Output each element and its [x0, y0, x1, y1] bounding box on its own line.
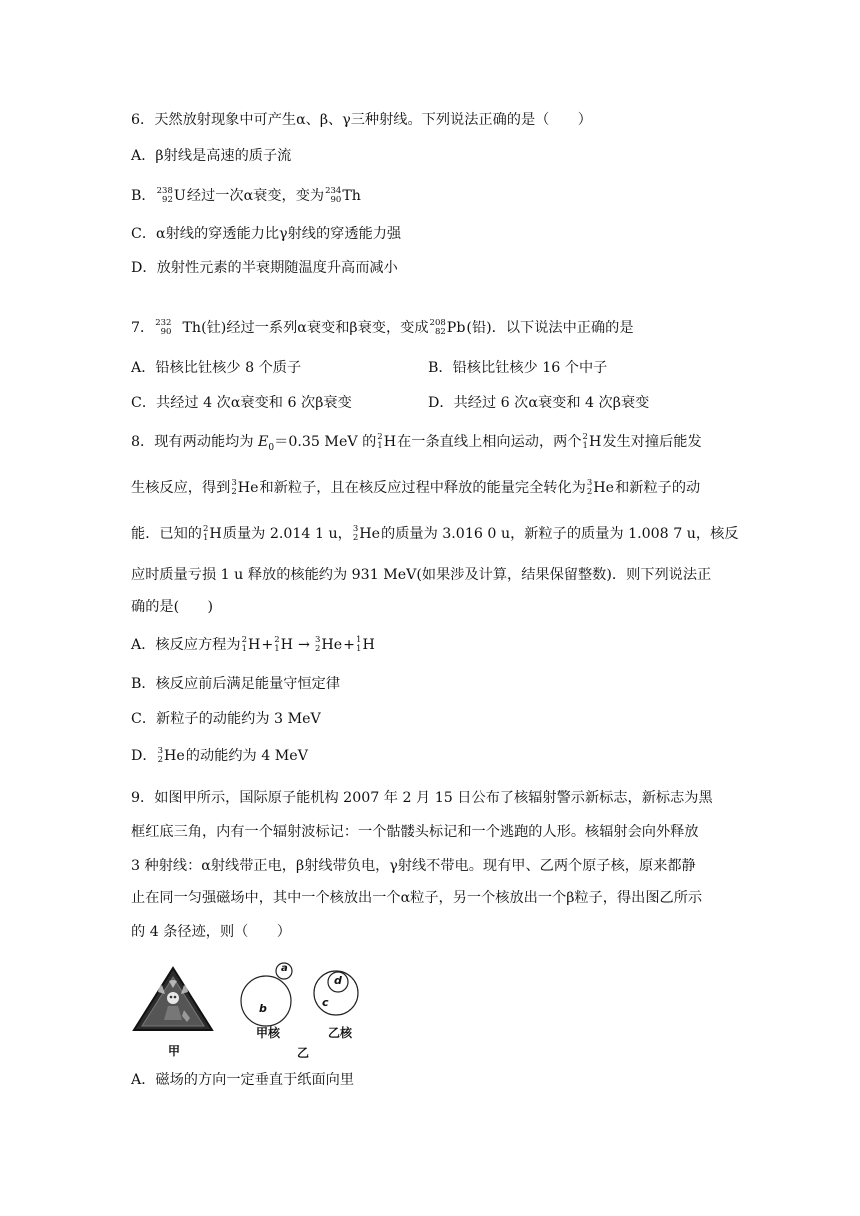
track-a-label: a — [281, 963, 288, 974]
track-c-label: c — [322, 996, 329, 1009]
q8-option-b: B．核反应前后满足能量守恒定律 — [131, 676, 341, 692]
nucleus-yi-label: 乙核 — [328, 1026, 353, 1040]
q8-line-5: 确的是( ) — [131, 599, 214, 615]
nuclide-he3: 3 2 He — [314, 635, 343, 654]
nucleus-jia-label: 甲核 — [256, 1026, 281, 1040]
q6-option-a: A．β射线是高速的质子流 — [131, 148, 292, 164]
track-b-label: b — [259, 1002, 267, 1015]
q7-option-a: A．铅核比钍核少 8 个质子 — [131, 360, 302, 376]
nuclide-he3: 3 2 He — [586, 478, 615, 497]
q8-option-d: D． 3 2 He 的动能约为 4 MeV — [131, 746, 308, 765]
nuclide-h2: 2 1 H — [377, 432, 397, 451]
reaction-arrow: → — [298, 637, 310, 653]
q6-b-text: 经过一次α衰变，变为 — [186, 188, 325, 204]
q8-option-a: A．核反应方程为 2 1 H + 2 1 H → 3 2 He + 1 1 H — [131, 635, 375, 654]
figure-yi-label: 乙 — [297, 1046, 310, 1060]
track-diagram — [236, 960, 366, 1030]
nuclide-u238: 238 92 U — [156, 186, 186, 205]
q6-option-d: D．放射性元素的半衰期随温度升高而减小 — [131, 260, 398, 276]
q9-line-2: 框红底三角，内有一个辐射波标记：一个骷髅头标记和一个逃跑的人形。核辐射会向外释放 — [131, 824, 699, 840]
q7-option-b: B．铅核比钍核少 16 个中子 — [428, 360, 608, 376]
nuclide-th232: 232 90 — [155, 318, 172, 337]
nuclide-he3: 3 2 He — [157, 746, 185, 765]
q8-line-4: 应时质量亏损 1 u 释放的核能约为 931 MeV(如果涉及计算，结果保留整数)．则下列说法正 — [131, 567, 712, 583]
nuclide-h2: 2 1 H — [241, 635, 261, 654]
nuclide-he3: 3 2 He — [231, 478, 259, 497]
q8-line-2: 生核反应，得到 3 2 He 和新粒子，且在核反应过程中释放的能量完全转化为 3 2 He 和新粒子的动 — [131, 478, 701, 497]
q9-option-a: A．磁场的方向一定垂直于纸面向里 — [131, 1072, 355, 1088]
figure-jia-label: 甲 — [168, 1044, 181, 1058]
q9-line-1: 9．如图甲所示，国际原子能机构 2007 年 2 月 15 日公布了核辐射警示新标志，新标志为黑 — [131, 790, 713, 806]
q9-line-5: 的 4 条径迹，则（ ） — [131, 924, 291, 940]
q7-stem: 7． 232 90 Th(钍)经过一系列α衰变和β衰变，变成 208 82 Pb (铅)．以下说法中正确的是 — [131, 318, 634, 337]
q6-stem: 6．天然放射现象中可产生α、β、γ三种射线。下列说法正确的是（ ） — [131, 112, 592, 128]
nuclide-h2: 2 1 H — [274, 635, 294, 654]
q6-option-b — [131, 186, 362, 206]
nuclide-h2: 2 1 H — [582, 432, 602, 451]
q7-option-c: C．共经过 4 次α衰变和 6 次β衰变 — [131, 395, 352, 411]
q7-option-d: D．共经过 6 次α衰变和 4 次β衰变 — [428, 395, 650, 411]
track-d-label: d — [334, 974, 342, 987]
q9-line-4: 止在同一匀强磁场中，其中一个核放出一个α粒子，另一个核放出一个β粒子，得出图乙所示 — [131, 890, 703, 906]
q8-line-1: 8．现有两动能均为 $E_0=0.35$ MeV 的 2 1 H 在一条直线上相向运动，两个 2 1 H 发生对撞后能发 — [131, 432, 702, 453]
nuclide-th234: 234 90 Th — [325, 186, 361, 205]
nuclide-h1: 1 1 H — [356, 635, 375, 654]
q6-option-c: C．α射线的穿透能力比γ射线的穿透能力强 — [131, 226, 402, 242]
nuclide-he3: 3 2 He — [352, 524, 381, 543]
nuclide-pb208: 208 82 Pb — [429, 318, 466, 337]
q8-option-c: C．新粒子的动能约为 3 MeV — [131, 711, 321, 727]
option-label: B． — [131, 188, 156, 204]
q8-line-3: 能．已知的 2 1 H 质量为 2.014 1 u， 3 2 He 的质量为 3.016 0 u，新粒子的质量为 1.008 7 u，核反 — [131, 524, 739, 543]
track-b-circle — [241, 976, 291, 1026]
radiation-warning-icon — [132, 966, 214, 1034]
q9-line-3: 3 种射线：α射线带正电，β射线带负电，γ射线不带电。现有甲、乙两个原子核，原来都静 — [131, 858, 696, 874]
nuclide-h2: 2 1 H — [202, 524, 222, 543]
